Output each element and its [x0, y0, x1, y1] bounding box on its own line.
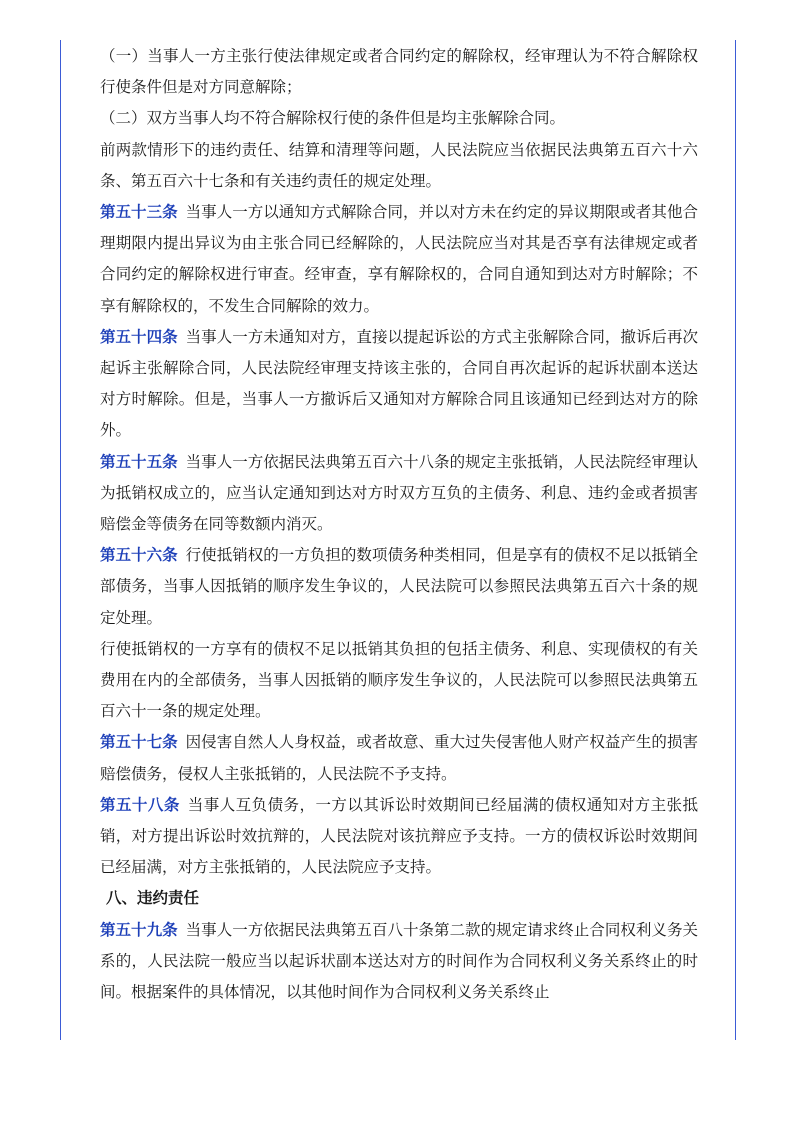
- article-54: [100, 322, 698, 447]
- paragraph-text: 行使抵销权的一方享有的债权不足以抵销其负担的包括主债务、利息、实现债权的有关费用在内的全部债务，当事人因抵销的顺序发生争议的，人民法院可以参照民法典第五百六十一条的规定处理。: [100, 639, 698, 721]
- document-body: [100, 41, 698, 1008]
- article-57: [100, 727, 698, 789]
- paragraph-text: （一）当事人一方主张行使法律规定或者合同约定的解除权，经审理认为不符合解除权行使条件但是对方同意解除；: [100, 47, 698, 97]
- article-number: 第五十八条: [100, 795, 180, 814]
- paragraph-clause-2: [100, 103, 698, 134]
- article-text: 当事人一方依据民法典第五百六十八条的规定主张抵销，人民法院经审理认为抵销权成立的，应当认定通知到达对方时双方互负的主债务、利息、违约金或者损害赔偿金等债务在同等数额内消灭。: [100, 452, 698, 534]
- article-text: 当事人一方未通知对方，直接以提起诉讼的方式主张解除合同，撤诉后再次起诉主张解除合同，人民法院经审理支持该主张的，合同自再次起诉的起诉状副本送达对方时解除。但是，当事人一方撤诉后又通知对方解除合同且该通知已经到达对方的除外。: [100, 327, 698, 440]
- paragraph-liability-note: [100, 135, 698, 197]
- article-text: 因侵害自然人人身权益，或者故意、重大过失侵害他人财产权益产生的损害赔偿债务，侵权人主张抵销的，人民法院不予支持。: [100, 733, 698, 783]
- article-59: [100, 915, 698, 1009]
- section-heading: 八、违约责任: [106, 889, 200, 908]
- paragraph-text: 前两款情形下的违约责任、结算和清理等问题，人民法院应当依据民法典第五百六十六条、第五百六十七条和有关违约责任的规定处理。: [100, 140, 698, 190]
- article-58: [100, 790, 698, 884]
- article-56-paragraph-2: [100, 634, 698, 728]
- article-text: 当事人一方以通知方式解除合同，并以对方未在约定的异议期限或者其他合理期限内提出异议为由主张合同已经解除的，人民法院应当对其是否享有法律规定或者合同约定的解除权进行审查。经审查，享有解除权的，合同自通知到达对方时解除；不享有解除权的，不发生合同解除的效力。: [100, 203, 698, 315]
- article-number: 第五十七条: [100, 733, 178, 752]
- article-55: [100, 447, 698, 541]
- paragraph-clause-1: [100, 41, 698, 103]
- left-margin-line: [60, 40, 61, 1040]
- article-text: 当事人互负债务，一方以其诉讼时效期间已经届满的债权通知对方主张抵销，对方提出诉讼时效抗辩的，人民法院对该抗辩应予支持。一方的债权诉讼时效期间已经届满，对方主张抵销的，人民法院应予支持。: [100, 795, 698, 877]
- article-53: [100, 197, 698, 322]
- article-number: 第五十六条: [100, 546, 178, 565]
- article-number: 第五十九条: [100, 920, 178, 939]
- right-margin-line: [735, 40, 736, 1040]
- article-number: 第五十五条: [100, 452, 178, 471]
- article-56: [100, 540, 698, 634]
- article-number: 第五十四条: [100, 327, 178, 346]
- article-text: 当事人一方依据民法典第五百八十条第二款的规定请求终止合同权利义务关系的，人民法院一般应当以起诉状副本送达对方的时间作为合同权利义务关系终止的时间。根据案件的具体情况，以其他时间作为合同权利义务关系终止: [100, 920, 698, 1002]
- article-number: 第五十三条: [100, 203, 178, 222]
- article-text: 行使抵销权的一方负担的数项债务种类相同，但是享有的债权不足以抵销全部债务，当事人因抵销的顺序发生争议的，人民法院可以参照民法典第五百六十条的规定处理。: [100, 546, 698, 627]
- paragraph-text: （二）双方当事人均不符合解除权行使的条件但是均主张解除合同。: [100, 109, 566, 128]
